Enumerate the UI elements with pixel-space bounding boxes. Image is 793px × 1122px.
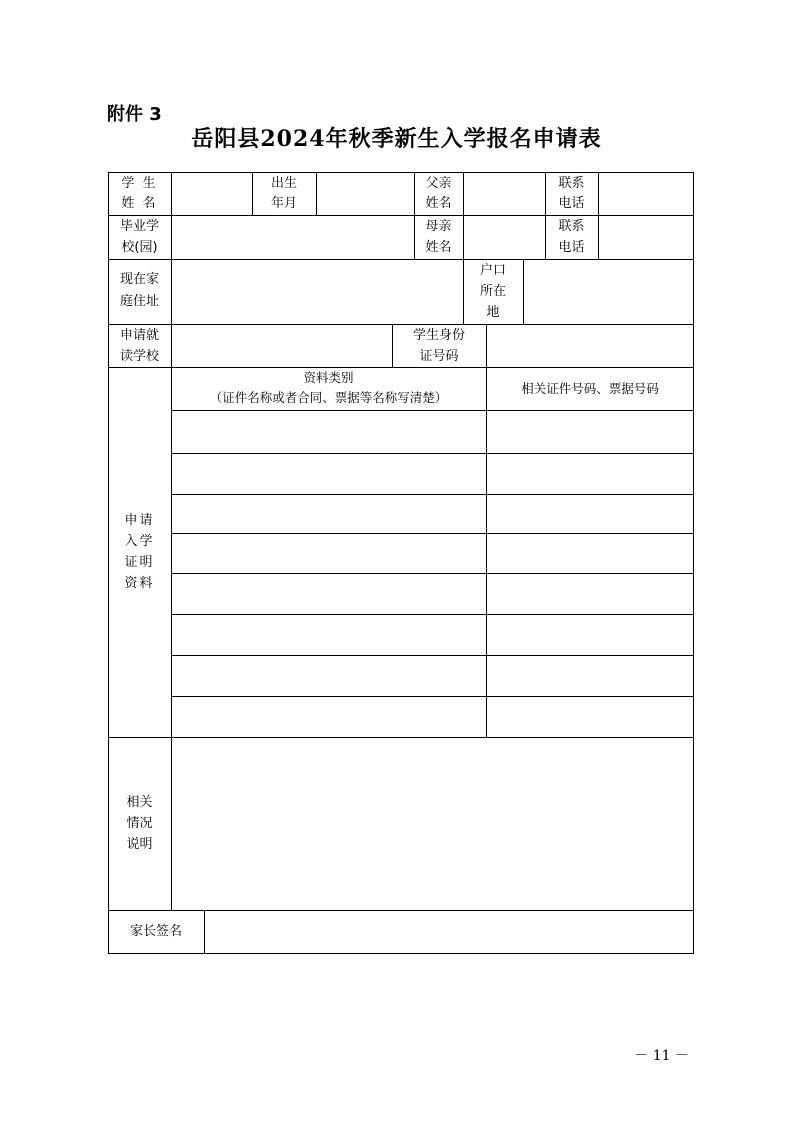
phone-label: 联系 电话 <box>558 219 585 255</box>
mother-name-label: 母亲 姓名 <box>425 219 452 255</box>
parent-signature-label: 家长签名 <box>129 924 182 939</box>
father-phone-field[interactable] <box>599 173 693 215</box>
material-category-field[interactable] <box>172 495 486 533</box>
form-title: 岳阳县2024年秋季新生入学报名申请表 <box>191 126 602 152</box>
certificate-number-field[interactable] <box>487 454 693 494</box>
attachment-label: 附件 3 <box>107 104 162 125</box>
certificate-number-field[interactable] <box>487 574 693 614</box>
student-name-field[interactable] <box>172 173 252 215</box>
apply-school-label: 申请就 读学校 <box>119 328 159 364</box>
materials-section-label: 申请 入学 证明 资料 <box>124 513 155 591</box>
page-number: － 11 － <box>634 1048 689 1064</box>
certificate-number-field[interactable] <box>487 495 693 533</box>
apply-school-field[interactable] <box>172 325 392 367</box>
material-category-field[interactable] <box>172 615 486 655</box>
parent-signature-field[interactable] <box>205 911 693 953</box>
father-name-field[interactable] <box>464 173 545 215</box>
certificate-number-field[interactable] <box>487 411 693 453</box>
certificate-number-field[interactable] <box>487 534 693 573</box>
hukou-location-field[interactable] <box>524 260 693 324</box>
material-category-field[interactable] <box>172 574 486 614</box>
graduated-school-field[interactable] <box>172 216 414 259</box>
notes-section-label: 相关 情况 说明 <box>126 795 153 852</box>
father-name-label: 父亲 姓名 <box>425 176 452 211</box>
material-category-field[interactable] <box>172 454 486 494</box>
birth-date-field[interactable] <box>317 173 414 215</box>
home-address-label: 现在家 庭住址 <box>119 272 159 309</box>
mother-name-field[interactable] <box>464 216 545 259</box>
material-category-field[interactable] <box>172 656 486 696</box>
phone-label: 联系 电话 <box>558 176 585 211</box>
student-id-field[interactable] <box>487 325 693 367</box>
graduated-school-label: 毕业学 校(园) <box>119 219 159 255</box>
material-category-field[interactable] <box>172 411 486 453</box>
material-category-field[interactable] <box>172 697 486 737</box>
student-name-label: 学 生 姓 名 <box>121 176 158 211</box>
certificate-number-header: 相关证件号码、票据号码 <box>521 381 659 396</box>
home-address-field[interactable] <box>172 260 463 324</box>
birth-date-label: 出生 年月 <box>270 176 297 211</box>
notes-field[interactable] <box>172 738 693 910</box>
certificate-number-field[interactable] <box>487 615 693 655</box>
certificate-number-field[interactable] <box>487 697 693 737</box>
student-id-label: 学生身份 证号码 <box>412 328 465 364</box>
mother-phone-field[interactable] <box>599 216 693 259</box>
material-category-header: 资料类别 （证件名称或者合同、票据等名称写清楚） <box>209 370 448 405</box>
hukou-location-label: 户口 所在 地 <box>479 263 506 320</box>
material-category-field[interactable] <box>172 534 486 573</box>
certificate-number-field[interactable] <box>487 656 693 696</box>
